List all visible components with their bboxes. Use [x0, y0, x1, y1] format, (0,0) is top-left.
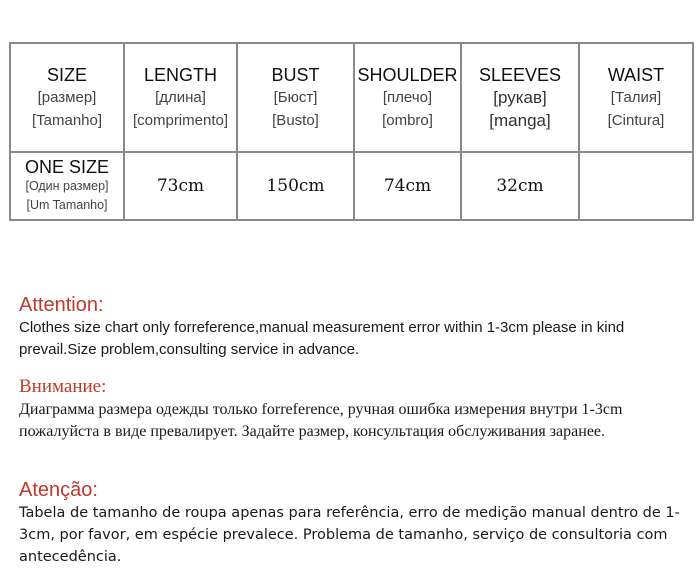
- attention-title-pt: Atenção:: [19, 479, 98, 501]
- header-label: LENGTH: [143, 64, 217, 85]
- attention-note-en: [19, 293, 688, 361]
- header-label-ru: [Бюст]: [273, 88, 318, 106]
- header-label: SLEEVES: [478, 64, 562, 85]
- cell-sleeves: [461, 152, 579, 220]
- header-label: WAIST: [607, 64, 665, 85]
- sleeves-value: 32cm: [496, 176, 544, 196]
- attention-note-ru: [19, 375, 688, 443]
- header-label-ru: [размер]: [37, 88, 97, 106]
- header-waist: [579, 43, 693, 152]
- attention-text-pt: Tabela de tamanho de roupa apenas para referência, erro de medição manual dentro de 1-3cm, por favor, em espécie prevalece. Problema de tamanho, serviço de consultoria com antecedência.: [19, 505, 680, 565]
- table-header-row: [10, 43, 693, 152]
- header-label-pt: [Tamanho]: [31, 111, 103, 129]
- header-bust: [237, 43, 354, 152]
- attention-text: Clothes size chart only forreference,manual measurement error within 1-3cm please in kind prevail.Size problem,consulting service in advance.: [19, 319, 625, 358]
- size-value-pt: [Um Tamanho]: [26, 198, 108, 212]
- header-label: SIZE: [46, 64, 87, 85]
- size-chart-table: [9, 42, 694, 221]
- shoulder-value: 74cm: [383, 176, 432, 196]
- header-shoulder: [354, 43, 461, 152]
- table-row: [10, 152, 693, 220]
- cell-size: [10, 152, 124, 220]
- header-size: [10, 43, 124, 152]
- header-sleeves: [461, 43, 579, 152]
- header-label: BUST: [271, 64, 320, 85]
- cell-length: [124, 152, 237, 220]
- header-length: [124, 43, 237, 152]
- header-label-ru: [длина]: [155, 88, 206, 106]
- attention-note-pt: [19, 478, 688, 568]
- header-label: SHOULDER: [357, 64, 458, 85]
- header-label-pt: [Cintura]: [607, 111, 665, 129]
- attention-title-ru: Внимание:: [19, 376, 107, 397]
- cell-bust: [237, 152, 354, 220]
- header-label-pt: [ombro]: [382, 111, 433, 129]
- header-label-pt: [Busto]: [272, 111, 319, 129]
- header-label-pt: [manga]: [489, 110, 551, 130]
- attention-text-ru: Диаграмма размера одежды только forreference, ручная ошибка измерения внутри 1-3cm пожалуйста в виде превалирует. Задайте размер, консультация обслуживания заранее.: [19, 401, 623, 440]
- length-value: 73cm: [156, 176, 205, 196]
- size-value-ru: [Один размер]: [25, 179, 109, 193]
- cell-waist: [579, 152, 693, 220]
- header-label-ru: [плечо]: [382, 88, 433, 106]
- cell-shoulder: [354, 152, 461, 220]
- attention-title: Attention:: [19, 294, 104, 316]
- size-value: ONE SIZE: [24, 157, 109, 177]
- bust-value: 150cm: [266, 176, 325, 196]
- header-label-ru: [Талия]: [610, 88, 662, 106]
- header-label-ru: [рукав]: [493, 87, 547, 107]
- header-label-pt: [comprimento]: [132, 111, 229, 129]
